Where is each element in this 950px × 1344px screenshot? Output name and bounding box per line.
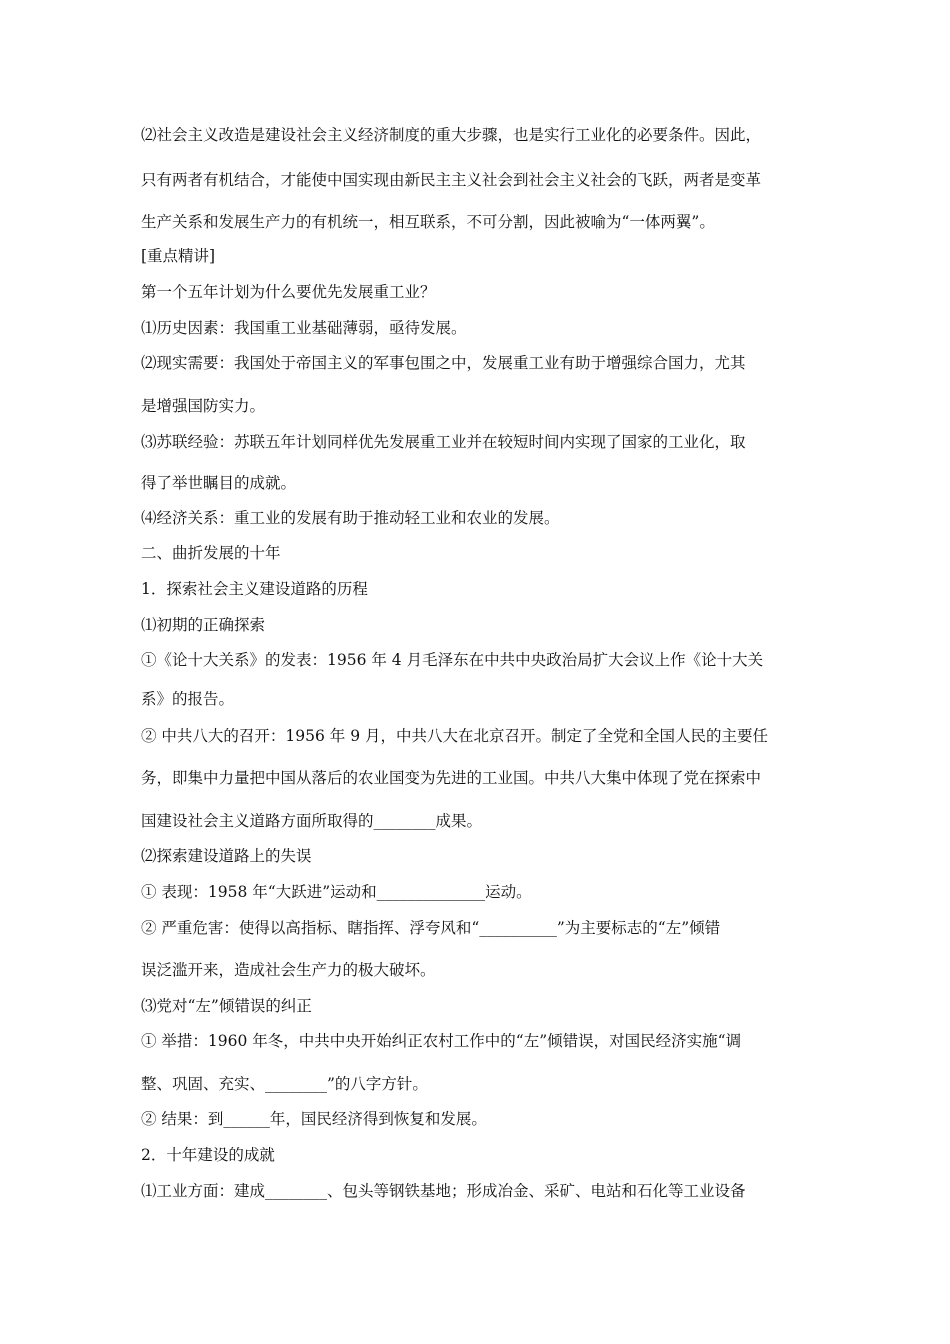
- text-line: ⑵社会主义改造是建设社会主义经济制度的重大步骤，也是实行工业化的必要条件。因此，: [141, 126, 762, 144]
- text-line: ⑴初期的正确探索: [141, 616, 266, 634]
- text-line: 国建设社会主义道路方面所取得的________成果。: [141, 812, 483, 830]
- text-line: ①《论十大关系》的发表：1956 年 4 月毛泽东在中共中央政治局扩大会议上作《论十大关: [141, 651, 764, 669]
- text-line: ⑶党对“左”倾错误的纠正: [141, 997, 312, 1015]
- text-line: ⑶苏联经验：苏联五年计划同样优先发展重工业并在较短时间内实现了国家的工业化，取: [141, 433, 746, 451]
- text-line: ⑵现实需要：我国处于帝国主义的军事包围之中，发展重工业有助于增强综合国力，尤其: [141, 354, 746, 372]
- text-line: ② 结果：到______年，国民经济得到恢复和发展。: [141, 1110, 487, 1128]
- text-line: ① 举措：1960 年冬，中共中央开始纠正农村工作中的“左”倾错误，对国民经济实施“调: [141, 1032, 742, 1050]
- text-line: 是增强国防实力。: [141, 397, 266, 415]
- text-line: ⑴工业方面：建成________、包头等钢铁基地；形成冶金、采矿、电站和石化等工业设备: [141, 1182, 746, 1200]
- text-line: 务，即集中力量把中国从落后的农业国变为先进的工业国。中共八大集中体现了党在探索中: [141, 769, 762, 787]
- text-line: 得了举世瞩目的成就。: [141, 474, 297, 492]
- subsection-heading: 1．探索社会主义建设道路的历程: [141, 580, 368, 598]
- section-label: [重点精讲]: [141, 247, 216, 265]
- text-line: 系》的报告。: [141, 690, 235, 708]
- text-line: ① 表现：1958 年“大跃进”运动和______________运动。: [141, 883, 532, 901]
- text-line: 整、巩固、充实、________”的八字方针。: [141, 1075, 428, 1093]
- text-line: ⑵探索建设道路上的失误: [141, 847, 312, 865]
- text-line: ⑴历史因素：我国重工业基础薄弱，亟待发展。: [141, 319, 467, 337]
- text-line: ⑷经济关系：重工业的发展有助于推动轻工业和农业的发展。: [141, 509, 560, 527]
- text-line: ② 严重危害：使得以高指标、瞎指挥、浮夸风和“__________”为主要标志的“左”倾错: [141, 919, 721, 937]
- text-line: 误泛滥开来，造成社会生产力的极大破坏。: [141, 961, 436, 979]
- subsection-heading: 2．十年建设的成就: [141, 1146, 275, 1164]
- text-line: 生产关系和发展生产力的有机统一，相互联系，不可分割，因此被喻为“一体两翼”。: [141, 213, 715, 231]
- section-heading: 二、曲折发展的十年: [141, 544, 281, 562]
- text-line: 只有两者有机结合，才能使中国实现由新民主主义社会到社会主义社会的飞跃，两者是变革: [141, 171, 762, 189]
- text-line: ② 中共八大的召开：1956 年 9 月，中共八大在北京召开。制定了全党和全国人民的主要任: [141, 727, 769, 745]
- question-heading: 第一个五年计划为什么要优先发展重工业？: [141, 283, 436, 301]
